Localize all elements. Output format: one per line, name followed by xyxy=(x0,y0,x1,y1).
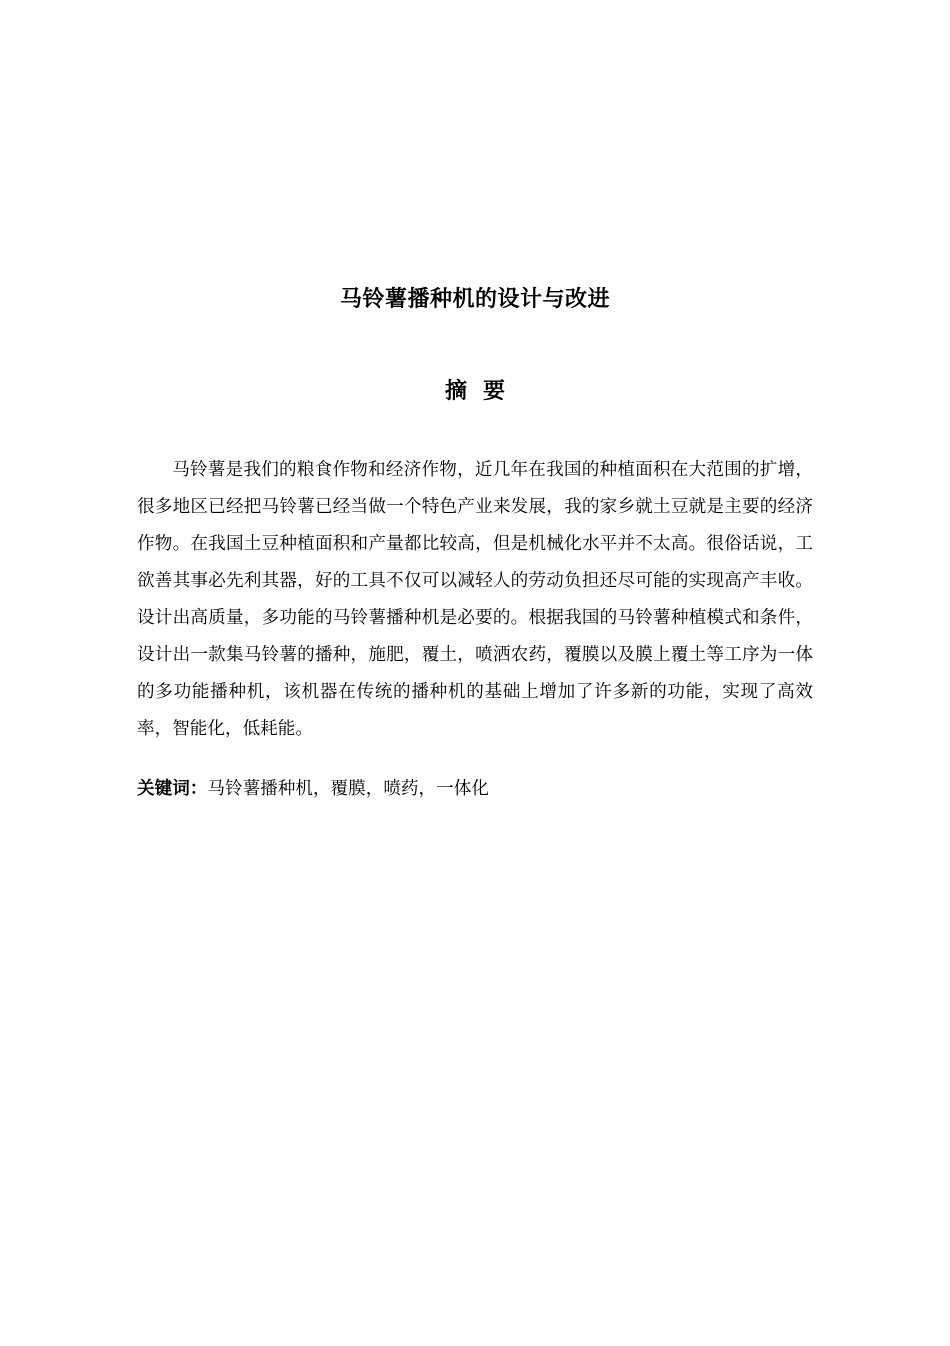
keywords-label: 关键词： xyxy=(137,779,208,799)
document-title: 马铃薯播种机的设计与改进 xyxy=(339,287,610,312)
abstract-heading: 摘要 xyxy=(444,379,521,404)
keywords-value: 马铃薯播种机，覆膜，喷药，一体化 xyxy=(207,779,489,799)
abstract-paragraph: 马铃薯是我们的粮食作物和经济作物，近几年在我国的种植面积在大范围的扩增，很多地区已经把马铃薯已经当做一个特色产业来发展，我的家乡就土豆就是主要的经济作物。在我国土豆种植面积和产量都比较高，但是机械化水平并不太高。很俗话说，工欲善其事必先利其器，好的工具不仅可以减轻人的劳动负担还尽可能的实现高产丰收。设计出高质量，多功能的马铃薯播种机是必要的。根据我国的马铃薯种植模式和条件，设计出一款集马铃薯的播种，施肥，覆土，喷洒农药，覆膜以及膜上覆土等工序为一体的多功能播种机，该机器在传统的播种机的基础上增加了许多新的功能，实现了高效率，智能化，低耗能。 xyxy=(137,460,813,739)
keywords-line xyxy=(137,772,813,806)
